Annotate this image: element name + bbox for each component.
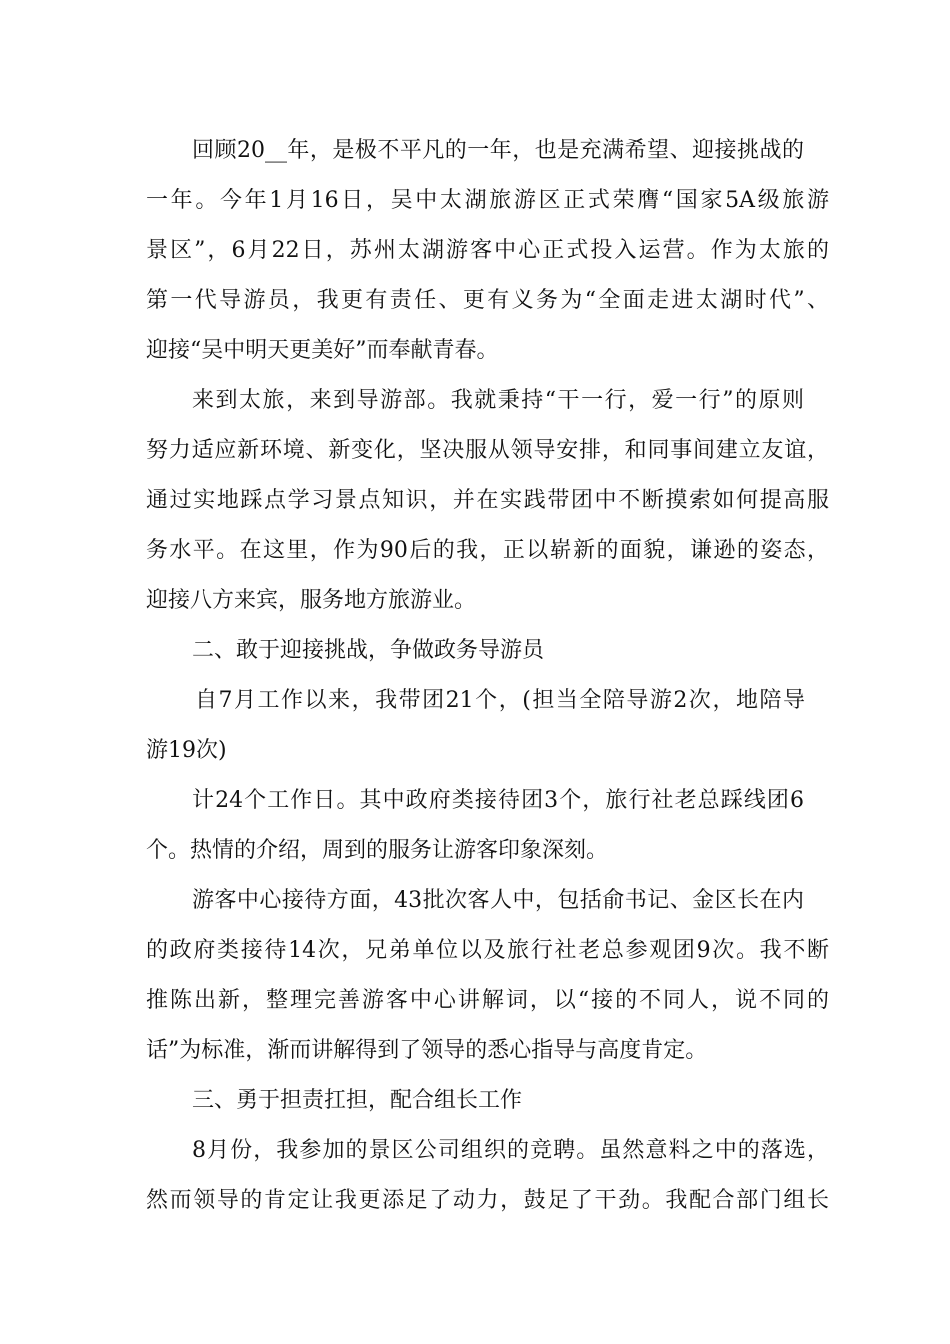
text-line: 推陈出新，整理完善游客中心讲解词，以“接的不同人，说不同的 [146, 988, 829, 1013]
text-line: 景区”，6月22日，苏州太湖游客中心正式投入运营。作为太旅的 [146, 238, 829, 263]
text-line: 游客中心接待方面，43批次客人中，包括俞书记、金区长在内 [192, 888, 804, 913]
text-line: 努力适应新环境、新变化，坚决服从领导安排，和同事间建立友谊， [146, 438, 829, 463]
text-line: 第一代导游员，我更有责任、更有义务为“全面走进太湖时代”、 [146, 288, 829, 313]
text-line: 务水平。在这里，作为90后的我，正以崭新的面貌，谦逊的姿态， [146, 538, 829, 563]
text-line: 然而领导的肯定让我更添足了动力，鼓足了干劲。我配合部门组长 [146, 1188, 829, 1213]
text-line: 来到太旅，来到导游部。我就秉持“干一行，爱一行”的原则 [192, 388, 804, 413]
text-line: 游19次) [146, 738, 227, 763]
text-line: 通过实地踩点学习景点知识，并在实践带团中不断摸索如何提高服 [146, 488, 829, 513]
text-line: 8月份，我参加的景区公司组织的竞聘。虽然意料之中的落选， [192, 1138, 829, 1163]
text-line: 的政府类接待14次，兄弟单位以及旅行社老总参观团9次。我不断 [146, 938, 829, 963]
text-line: 计24个工作日。其中政府类接待团3个，旅行社老总踩线团6 [192, 788, 804, 813]
text-line: 迎接“吴中明天更美好”而奉献青春。 [146, 338, 499, 363]
text-line: 自7月工作以来，我带团21个，(担当全陪导游2次，地陪导 [195, 688, 805, 713]
text-line: 一年。今年1月16日，吴中太湖旅游区正式荣膺“国家5A级旅游 [146, 188, 829, 213]
text-line: 话”为标准，渐而讲解得到了领导的悉心指导与高度肯定。 [146, 1038, 708, 1063]
text-line: 迎接八方来宾，服务地方旅游业。 [146, 588, 477, 613]
section-heading: 二、敢于迎接挑战，争做政务导游员 [192, 638, 545, 663]
text-line: 个。热情的介绍，周到的服务让游客印象深刻。 [146, 838, 609, 863]
section-heading: 三、勇于担责扛担，配合组长工作 [192, 1088, 523, 1113]
text-line: 回顾20__年，是极不平凡的一年，也是充满希望、迎接挑战的 [192, 138, 804, 163]
